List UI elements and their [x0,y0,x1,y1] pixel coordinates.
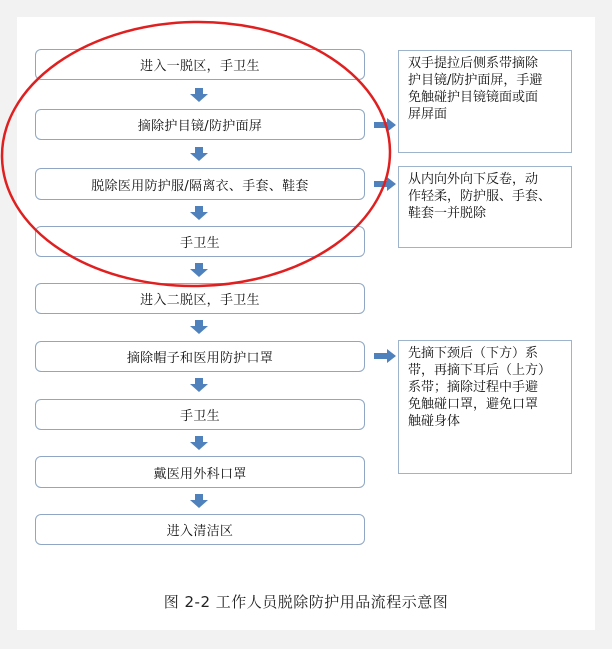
step-enter-zone-2: 进入二脱区，手卫生 [35,283,365,314]
figure-caption: 图 2-2 工作人员脱除防护用品流程示意图 [163,593,449,611]
down-arrow-icon [190,206,208,220]
down-arrow-icon [190,320,208,334]
note-goggles: 双手提拉后侧系带摘除 护目镜/防护面屏，手避 免触碰护目镜镜面或面 屏屏面 [398,50,572,153]
note-gown: 从内向外向下反卷，动 作轻柔，防护服、手套、 鞋套一并脱除 [398,166,572,248]
step-remove-goggles: 摘除护目镜/防护面屏 [35,109,365,140]
right-arrow-icon [374,118,396,132]
down-arrow-icon [190,378,208,392]
down-arrow-icon [190,263,208,277]
step-hand-hygiene-2: 手卫生 [35,399,365,430]
note-mask: 先摘下颈后（下方）系 带，再摘下耳后（上方） 系带；摘除过程中手避 免触碰口罩，避免口罩 触碰身体 [398,340,572,474]
step-remove-cap-mask: 摘除帽子和医用防护口罩 [35,341,365,372]
right-arrow-icon [374,349,396,363]
down-arrow-icon [190,494,208,508]
right-arrow-icon [374,177,396,191]
step-hand-hygiene-1: 手卫生 [35,226,365,257]
down-arrow-icon [190,436,208,450]
step-enter-clean-zone: 进入清洁区 [35,514,365,545]
down-arrow-icon [190,147,208,161]
down-arrow-icon [190,88,208,102]
step-remove-gown: 脱除医用防护服/隔离衣、手套、鞋套 [35,168,365,200]
step-wear-surgical-mask: 戴医用外科口罩 [35,456,365,488]
step-enter-zone-1: 进入一脱区，手卫生 [35,49,365,80]
